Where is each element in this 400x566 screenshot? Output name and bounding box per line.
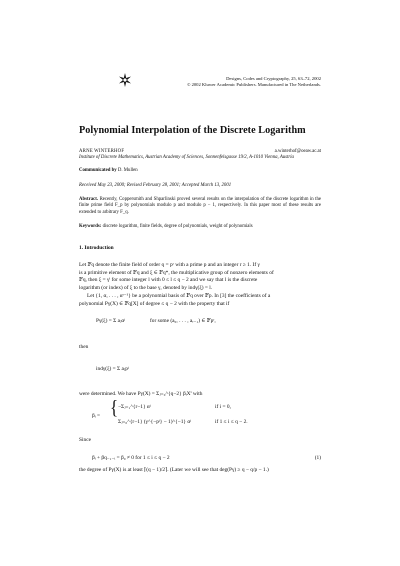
communicated-name: D. Mullen (117, 168, 138, 173)
intro-paragraph-2 (79, 293, 321, 308)
equation-lhs: Pγ(ξ) = (96, 318, 114, 324)
body-line: logarithm (or index) of ξ to the base γ, denoted by indγ(ξ) = l. (79, 284, 213, 291)
equation-condition: for some (a₀, . . . , aᵣ₋₁) ∈ 𝔽pʳ, (150, 318, 216, 324)
equation-index: indγ(ξ) = Σ aⱼpʲ (96, 366, 129, 372)
body-line: is a primitive element of 𝔽q and ξ ∈ 𝔽q*, the multiplicative group of nonzero elements of (79, 269, 274, 276)
paper-title: Polynomial Interpolation of the Discrete Logarithm (79, 125, 306, 136)
journal-line: Designs, Codes and Cryptography, 25, 63–72, 2002 (226, 76, 321, 81)
equation-1: βᵢ + βq₋₁₋ᵢ = β₀ ≠ 0 for 1 ≤ i ≤ q − 2 (92, 455, 170, 461)
communicated-by (79, 168, 138, 173)
were-determined-line: were determined. We have Pγ(X) = Σⱼ₌₀^{q−2} βᵢXⁱ with (79, 391, 203, 397)
abstract-label: Abstract. (79, 197, 99, 202)
abstract (79, 197, 321, 216)
section-heading: 1. Introduction (79, 245, 114, 251)
beta-lhs: βᵢ = (92, 413, 101, 419)
journal-header (187, 76, 321, 88)
case-2-expression: Σⱼ₌₀^{r−1} (γ^{−pʲ} − 1)^{−1} αʲ (118, 419, 191, 425)
equation-number: (1) (314, 455, 321, 461)
communicated-label: Communicated by (79, 168, 117, 173)
keywords (79, 224, 253, 229)
case-2-condition: if 1 ≤ i ≤ q − 2. (215, 419, 248, 425)
equation-p-gamma (96, 318, 125, 324)
case-1-condition: if i = 0, (215, 404, 231, 410)
keywords-label: Keywords: (79, 224, 102, 229)
cases-brace: { (110, 396, 119, 419)
author-affiliation: Institute of Discrete Mathematics, Austrian Academy of Sciences, Sonnenfelsgasse 19/2, A-1010 Vienna, Austria (79, 155, 294, 160)
abstract-text: Recently, Coppersmith and Shparlinski proved several results on the interpolation of the discrete logarithm in the finite prime field F_p by polynomials modulo p and modulo p − 1, respectively. In this paper most of these results are extended to arbitrary F_q. (79, 197, 321, 215)
body-line: Let {1, α, . . . , αʳ⁻¹} be a polynomial basis of 𝔽q over 𝔽p. In [3] the coefficients of a (87, 293, 271, 299)
case-1-expression: −Σⱼ₌₁^{r−1} αʲ (118, 404, 151, 410)
body-line: 𝔽q, then ξ = γˡ for some integer l with 0 ≤ l ≤ q − 2 and we say that l is the discrete (79, 277, 258, 284)
author-name: ARNE WINTERHOF (79, 149, 125, 154)
kluwer-star-icon (118, 73, 132, 87)
copyright-line: © 2002 Kluwer Academic Publishers. Manufactured in The Netherlands. (186, 82, 321, 88)
keywords-text: discrete logarithm, finite fields, degree of polynomials, weight of polynomials (102, 224, 253, 229)
intro-paragraph-1 (79, 262, 321, 292)
degree-line: the degree of Pγ(X) is at least ⌈(q − 1)/2⌉. (Later we will see that deg(Pγ) ≥ q − q/p − 1.) (79, 467, 269, 473)
received-dates: Received May 23, 2000; Revised February 28, 2001; Accepted March 13, 2001 (79, 183, 232, 188)
since-word: Since (79, 437, 91, 443)
then-word: then (79, 344, 89, 350)
equation-sum: Σ aⱼαʲ (113, 318, 126, 324)
body-line: Let 𝔽q denote the finite field of order q = pʳ with a prime p and an integer r ≥ 1. If γ (79, 262, 260, 268)
author-email[interactable]: a.winterhof@oeaw.ac.at (274, 149, 321, 154)
body-line: polynomial Pγ(X) ∈ 𝔽q[X] of degree ≤ q − 2 with the property that if (79, 300, 230, 307)
